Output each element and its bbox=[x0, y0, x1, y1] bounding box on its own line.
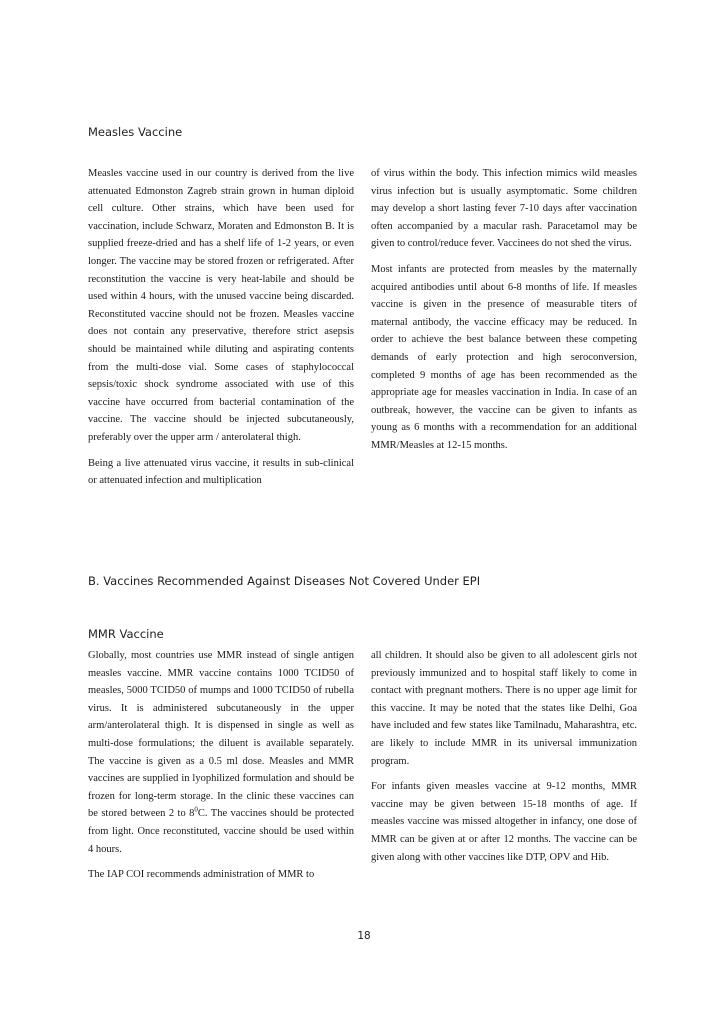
measles-left-column bbox=[88, 165, 354, 498]
measles-right-column bbox=[371, 165, 637, 463]
superscript: 0 bbox=[194, 805, 198, 814]
paragraph: Measles vaccine used in our country is derived from the live attenuated Edmonston Zagreb strain grown in human diploid cell culture. Other strains, which have been used for vaccination, include Schwarz, Moraten and Edmonston B. It is supplied freeze-dried and has a shelf life of 1-2 years, or even longer. The vaccine may be stored frozen or refrigerated. After reconstitution the vaccine is very heat-labile and should be used within 4 hours, with the unused vaccine being discarded. Reconstituted vaccine should not be frozen. Measles vaccine does not contain any preservative, therefore strict asepsis should be maintained while diluting and aspirating contents from the multi-dose vial. Some cases of staphylococcal sepsis/toxic shock syndrome associated with use of this vaccine have occurred from bacterial contamination of the vaccine. The vaccine should be injected subcutaneously, preferably over the upper arm / anterolateral thigh. bbox=[88, 168, 354, 443]
paragraph: of virus within the body. This infection mimics wild measles virus infection but is usually asymptomatic. Some children may develop a short lasting fever 7-10 days after vaccination often accompanied by a macular rash. Paracetamol may be given to control/reduce fever. Vaccinees do not shed the virus. bbox=[371, 168, 637, 250]
paragraph: all children. It should also be given to all adolescent girls not previously immunized and to hospital staff likely to come in contact with pregnant mothers. There is no upper age limit for this vaccine. It may be noted that the states like Delhi, Goa have included and few states like Tamilnadu, Maharashtra, etc. are likely to include MMR in its universal immunization program. bbox=[371, 650, 637, 767]
paragraph: Most infants are protected from measles by the maternally acquired antibodies until about 6-8 months of life. If measles vaccine is given in the presence of measurable titers of maternal antibody, the vaccine efficacy may be reduced. In order to achieve the best balance between these competing demands of early protection and high seroconversion, completed 9 months of age has been recommended as the appropriate age for measles vaccination in India. In case of an outbreak, however, the vaccine can be given to infants as young as 6 months with a recommendation for an additional MMR/Measles at 12-15 months. bbox=[371, 263, 637, 451]
paragraph bbox=[88, 647, 354, 858]
mmr-left-column bbox=[88, 647, 354, 892]
measles-vaccine-heading: Measles Vaccine bbox=[88, 125, 183, 139]
mmr-vaccine-heading: MMR Vaccine bbox=[88, 627, 164, 641]
paragraph: For infants given measles vaccine at 9-12 months, MMR vaccine may be given between 15-18 months of age. If measles vaccine was missed altogether in infancy, one dose of MMR can be given at or after 12 months. The vaccine can be given along with other vaccines like DTP, OPV and Hib. bbox=[371, 781, 637, 863]
mmr-right-column bbox=[371, 647, 637, 874]
paragraph: Being a live attenuated virus vaccine, it results in sub-clinical or attenuated infection and multiplication bbox=[88, 457, 354, 487]
paragraph-text: Globally, most countries use MMR instead of single antigen measles vaccine. MMR vaccine contains 1000 TCID50 of measles, 5000 TCID50 of mumps and 1000 TCID50 of rubella virus. It is administered subcutaneously in the upper arm/anterolateral thigh. It is dispensed in single as well as multi-dose formulations; the diluent is available separately. The vaccine is given as a 0.5 ml dose. Measles and MMR vaccines are supplied in lyophilized formulation and should be frozen for long-term storage. In the clinic these vaccines can be stored between 2 to 8 bbox=[88, 650, 354, 820]
section-b-heading: B. Vaccines Recommended Against Diseases Not Covered Under EPI bbox=[88, 574, 481, 588]
page-number: 18 bbox=[357, 930, 371, 942]
paragraph-text: C. The vaccines should be protected from light. Once reconstituted, vaccine should be used within 4 hours. bbox=[88, 808, 354, 855]
paragraph: The IAP COI recommends administration of MMR to bbox=[88, 869, 315, 881]
